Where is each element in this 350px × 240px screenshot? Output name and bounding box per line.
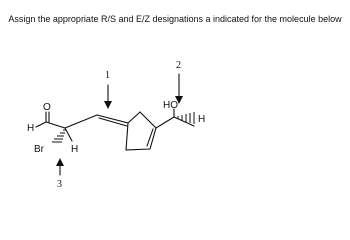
label-o-aldehyde: O: [43, 102, 51, 113]
bond-stereo-alkene: [65, 115, 97, 128]
label-br: Br: [34, 144, 44, 155]
label-h-aldehyde: H: [27, 123, 35, 134]
arrow-1-head: [104, 101, 112, 109]
question-text: Assign the appropriate R/S and E/Z designations a indicated for the molecule below: [8, 14, 342, 24]
label-h-stereo: H: [71, 144, 79, 155]
bond-h-cho: [36, 122, 46, 127]
hashed-wedge-br: [52, 130, 66, 142]
marker-2: 2: [176, 60, 181, 71]
marker-1: 1: [105, 70, 110, 81]
arrow-3-head: [56, 158, 64, 166]
ring-bond-4: [126, 149, 150, 150]
label-h-right: H: [198, 114, 206, 125]
bond-c-stereo: [46, 122, 65, 128]
ring-bond-2: [140, 112, 156, 128]
label-ho: HO: [163, 100, 178, 111]
ring-bond-5: [126, 123, 128, 150]
ring-bond-3: [150, 128, 156, 149]
bond-stereo-h: [65, 128, 72, 141]
marker-3: 3: [57, 179, 62, 190]
bond-ring-carbinol: [156, 117, 174, 128]
ring-bond-1: [128, 112, 140, 123]
bond-carbinol-methyl: [174, 117, 194, 126]
